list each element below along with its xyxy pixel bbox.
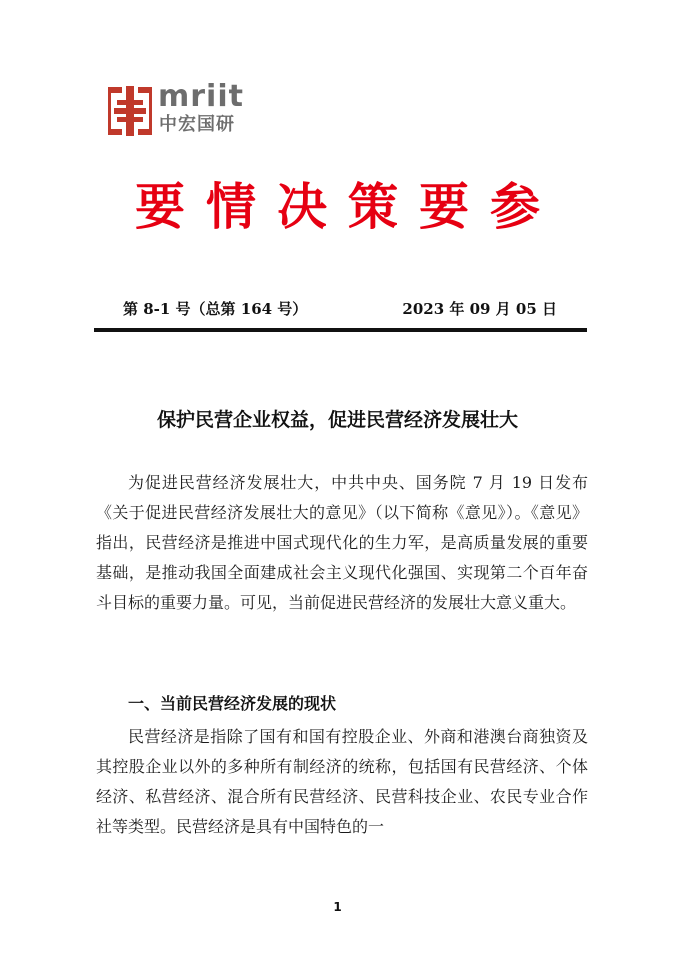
logo-name-en: mriit [158, 79, 244, 114]
section-heading: 一、当前民营经济发展的现状 [128, 694, 337, 713]
logo [108, 79, 244, 140]
section-paragraph: 民营经济是指除了国有和国有控股企业、外商和港澳台商独资及其控股企业以外的多种所有制经济的统称，包括国有民营经济、个体经济、私营经济、混合所有民营经济、民营科技企业、农民专业合作社等类型。民营经济是具有中国特色的一 [96, 727, 588, 836]
header-divider [94, 328, 587, 332]
masthead-title: 要情决策要参 [135, 177, 561, 236]
article-title: 保护民营企业权益，促进民营经济发展壮大 [156, 409, 518, 431]
mriit-logo-mark-icon [108, 86, 152, 136]
page-number: 1 [333, 900, 342, 914]
issue-number: 第 8-1 号（总第 164 号） [123, 300, 308, 318]
issue-date: 2023 年 09 月 05 日 [402, 300, 557, 318]
logo-name-cn: 中宏国研 [159, 114, 235, 135]
intro-paragraph: 为促进民营经济发展壮大，中共中央、国务院 7 月 19 日发布《关于促进民营经济发展壮大的意见》（以下简称《意见》）。《意见》指出，民营经济是推进中国式现代化的生力军，是高质量发展的重要基础，是推动我国全面建成社会主义现代化强国、实现第二个百年奋斗目标的重要力量。可见，当前促进民营经济的发展壮大意义重大。 [96, 473, 588, 612]
